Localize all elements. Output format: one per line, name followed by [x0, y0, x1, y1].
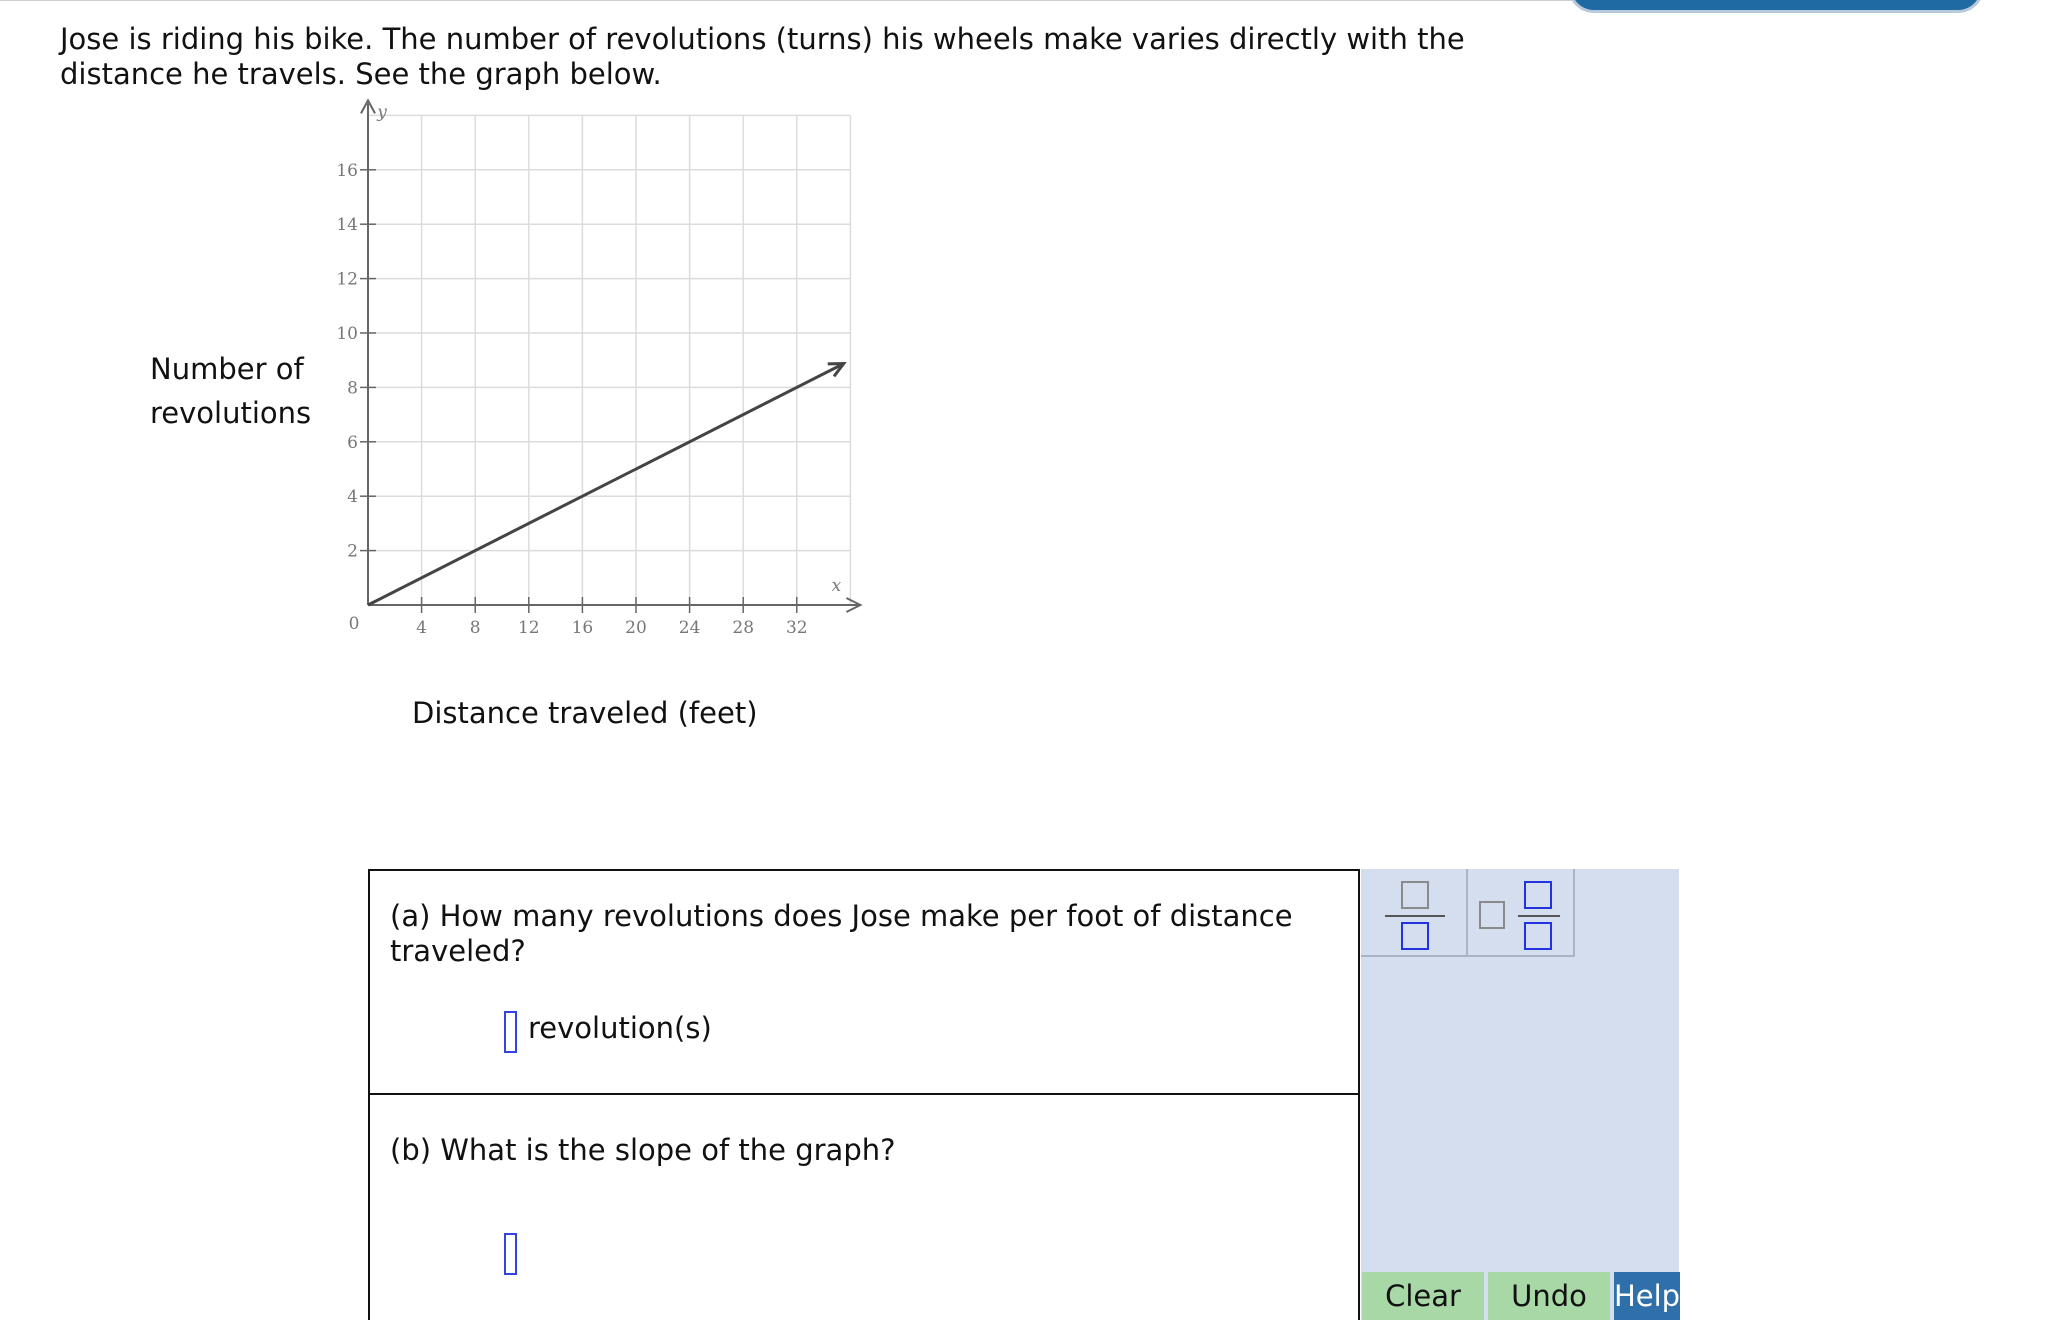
mixed-number-button[interactable] — [1468, 869, 1575, 957]
x-tick-label-3: 16 — [571, 618, 594, 638]
clear-button[interactable]: Clear — [1362, 1272, 1484, 1320]
problem-statement: Jose is riding his bike. The number of revolutions (turns) his wheels make varies directly with the distance he travels. See the graph below. — [60, 22, 1465, 91]
undo-button[interactable]: Undo — [1488, 1272, 1610, 1320]
x-axis-letter: x — [831, 576, 842, 596]
x-tick-label-2: 12 — [517, 618, 540, 638]
answer-a-input[interactable] — [504, 1011, 517, 1053]
x-tick-label-0: 4 — [416, 618, 428, 638]
question-b-text: (b) What is the slope of the graph? — [390, 1133, 896, 1167]
y-tick-label-6: 14 — [336, 215, 358, 236]
header-tab[interactable] — [1568, 0, 1984, 13]
y-tick-label-0: 2 — [347, 541, 358, 562]
question-a-section — [370, 871, 1358, 1095]
y-tick-label-1: 4 — [347, 487, 358, 508]
y-tick-label-4: 10 — [336, 324, 358, 344]
origin-label: 0 — [348, 614, 360, 634]
answer-a-unit: revolution(s) — [528, 1011, 712, 1045]
x-tick-label-1: 8 — [469, 618, 481, 638]
x-tick-label-7: 32 — [785, 618, 808, 638]
y-axis-label-line-1: Number of — [150, 352, 304, 386]
fraction-button[interactable] — [1361, 869, 1468, 957]
x-tick-label-6: 28 — [732, 618, 755, 638]
answer-b-input[interactable] — [504, 1233, 517, 1275]
y-tick-label-5: 12 — [336, 269, 358, 290]
question-panel — [368, 869, 1360, 1320]
math-tool-panel — [1361, 869, 1679, 1320]
question-a-text: (a) How many revolutions does Jose make per foot of distance traveled? — [390, 899, 1293, 968]
top-divider — [0, 0, 1590, 1]
revolutions-graph — [300, 102, 860, 650]
x-tick-label-4: 20 — [625, 618, 647, 638]
series-line-0 — [368, 364, 844, 605]
y-tick-label-7: 16 — [336, 160, 358, 181]
y-tick-label-2: 6 — [347, 432, 358, 453]
x-axis-label: Distance traveled (feet) — [412, 696, 758, 730]
y-tick-label-3: 8 — [347, 378, 358, 399]
x-tick-label-5: 24 — [678, 618, 701, 638]
question-b-section — [370, 1095, 1358, 1322]
y-axis-label-line-2: revolutions — [150, 396, 312, 430]
help-button[interactable]: Help — [1614, 1272, 1680, 1320]
y-axis-letter: y — [377, 102, 387, 123]
